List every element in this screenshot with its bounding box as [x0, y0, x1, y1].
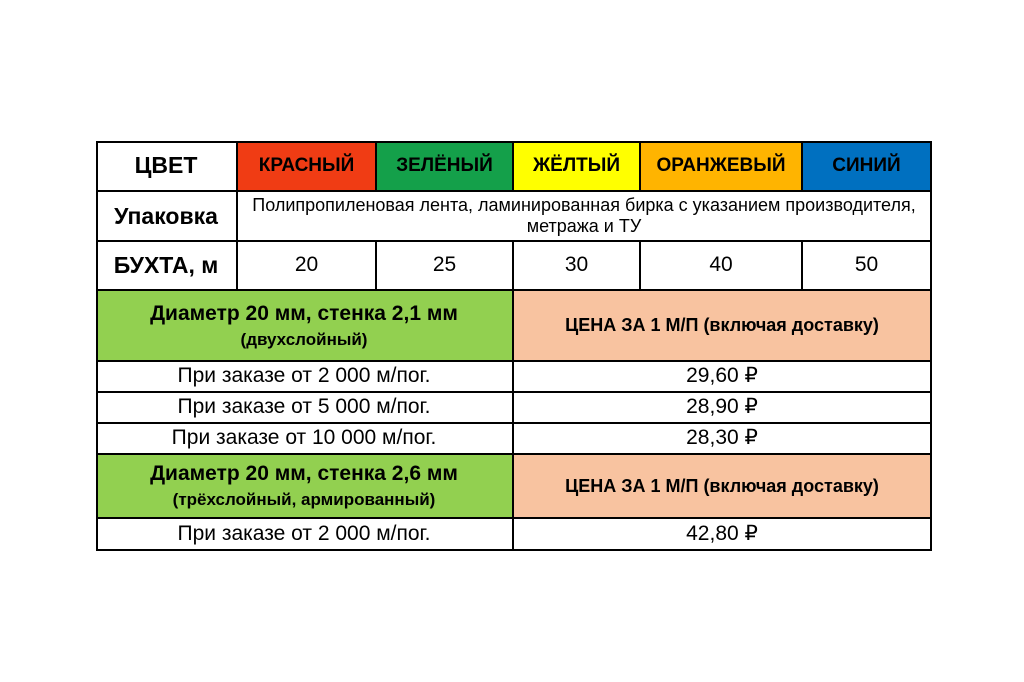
swatch-orange: ОРАНЖЕВЫЙ: [641, 141, 803, 192]
group-subtitle: (трёхслойный, армированный): [172, 490, 436, 510]
order-condition: При заказе от 2 000 м/пог.: [96, 362, 514, 393]
coil-value: 40: [641, 242, 803, 291]
packaging-label: Упаковка: [96, 192, 238, 242]
price-value: 28,30 ₽: [514, 424, 932, 455]
price-value: 29,60 ₽: [514, 362, 932, 393]
packaging-text: Полипропиленовая лента, ламинированная бирка с указанием производителя, метража и ТУ: [238, 192, 932, 242]
order-condition: При заказе от 5 000 м/пог.: [96, 393, 514, 424]
coil-value: 25: [377, 242, 514, 291]
price-header: ЦЕНА ЗА 1 М/П (включая доставку): [514, 455, 932, 519]
group-title-cell: [96, 291, 514, 362]
price-table: [96, 141, 932, 551]
coil-label: БУХТА, м: [96, 242, 238, 291]
group-subtitle: (двухслойный): [240, 329, 368, 349]
swatch-red: КРАСНЫЙ: [238, 141, 377, 192]
coil-value: 20: [238, 242, 377, 291]
price-header: ЦЕНА ЗА 1 М/П (включая доставку): [514, 291, 932, 362]
coil-value: 30: [514, 242, 641, 291]
swatch-green: ЗЕЛЁНЫЙ: [377, 141, 514, 192]
order-condition: При заказе от 10 000 м/пог.: [96, 424, 514, 455]
price-value: 42,80 ₽: [514, 519, 932, 551]
color-label: ЦВЕТ: [96, 141, 238, 192]
coil-value: 50: [803, 242, 932, 291]
group-title: Диаметр 20 мм, стенка 2,6 мм: [150, 462, 458, 486]
swatch-yellow: ЖЁЛТЫЙ: [514, 141, 641, 192]
order-condition: При заказе от 2 000 м/пог.: [96, 519, 514, 551]
price-value: 28,90 ₽: [514, 393, 932, 424]
group-title-cell: [96, 455, 514, 519]
group-title: Диаметр 20 мм, стенка 2,1 мм: [150, 301, 458, 325]
swatch-blue: СИНИЙ: [803, 141, 932, 192]
